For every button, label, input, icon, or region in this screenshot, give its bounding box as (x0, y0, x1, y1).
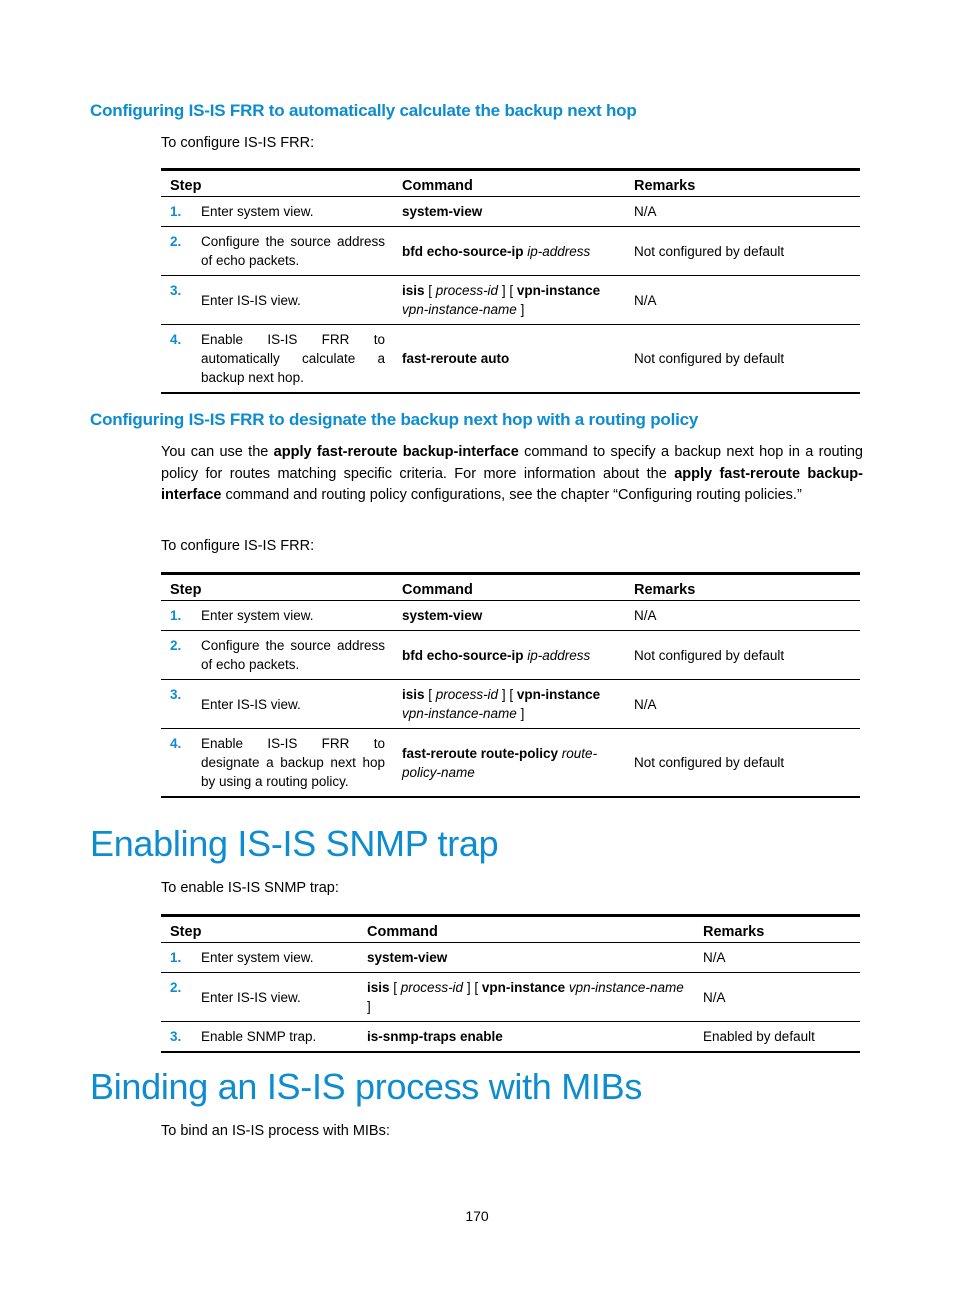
text-run: [ (424, 283, 436, 298)
keyword: vpn-instance (516, 283, 601, 298)
column-header-command: Command (393, 574, 625, 601)
command-cell (393, 197, 625, 227)
column-header-remarks: Remarks (625, 574, 860, 601)
argument: route-policy-name (402, 745, 598, 780)
command-cell (393, 729, 625, 798)
remarks-cell: N/A (625, 680, 860, 729)
command-cell (358, 943, 694, 973)
step-description: Configure the source address of echo packets. (201, 227, 393, 276)
remarks-cell: Not configured by default (625, 631, 860, 680)
argument: ip-address (527, 647, 591, 663)
step-number: 4. (161, 325, 201, 394)
command-cell (358, 973, 694, 1022)
step-description: Enter IS-IS view. (201, 276, 393, 325)
table-row (161, 227, 860, 276)
text-run: You can use the (161, 444, 274, 460)
step-number: 3. (161, 276, 201, 325)
remarks-cell: N/A (634, 204, 657, 219)
config-table-frr-auto (161, 168, 860, 394)
keyword: apply fast-reroute backup-interface (273, 444, 519, 460)
table-row (161, 601, 860, 631)
table-row (161, 276, 860, 325)
table-row (161, 631, 860, 680)
remarks-cell: Not configured by default (625, 227, 860, 276)
step-description: Enter system view. (201, 608, 314, 623)
keyword: isis (402, 687, 425, 702)
text-run: ] (516, 302, 525, 317)
argument: ip-address (527, 243, 591, 259)
keyword: isis (367, 980, 390, 995)
remarks-cell: N/A (625, 276, 860, 325)
step-description: Enter system view. (201, 204, 314, 219)
keyword: apply fast-reroute backup-interface (161, 465, 863, 503)
column-header-command: Command (393, 170, 625, 197)
table-header-row (161, 916, 860, 943)
chapter-title-mib-binding: Binding an IS-IS process with MIBs (90, 1066, 643, 1107)
section-heading-frr-policy: Configuring IS-IS FRR to designate the backup next hop with a routing policy (90, 410, 699, 429)
keyword: fast-reroute auto (402, 351, 510, 366)
command-cell (393, 227, 625, 276)
text-run: ] [ (463, 980, 482, 995)
step-number: 3. (161, 680, 201, 729)
keyword: vpn-instance (481, 980, 566, 995)
step-description: Enable IS-IS FRR to automatically calculate a backup next hop. (201, 325, 393, 394)
table-row (161, 943, 860, 973)
intro-text: To bind an IS-IS process with MIBs: (161, 1123, 390, 1139)
step-number: 2. (161, 631, 201, 680)
step-number: 1. (170, 950, 182, 965)
keyword: vpn-instance (516, 687, 601, 702)
table-header-row (161, 170, 860, 197)
column-header-remarks: Remarks (625, 170, 860, 197)
column-header-step: Step (161, 170, 393, 197)
chapter-title-snmp-trap: Enabling IS-IS SNMP trap (90, 823, 499, 864)
policy-paragraph (161, 442, 863, 507)
remarks-cell: N/A (634, 608, 657, 623)
step-description: Enable SNMP trap. (201, 1022, 358, 1053)
step-description: Configure the source address of echo packets. (201, 631, 393, 680)
text-run: ] (367, 999, 371, 1014)
table-row (161, 973, 860, 1022)
column-header-step: Step (161, 916, 358, 943)
text-run: ] (516, 706, 525, 721)
table-row (161, 197, 860, 227)
table-row (161, 1022, 860, 1053)
config-table-snmp-trap (161, 914, 860, 1053)
argument: process-id (400, 980, 464, 995)
keyword: bfd echo-source-ip (402, 647, 524, 663)
intro-text: To configure IS-IS FRR: (161, 538, 315, 554)
table-row (161, 680, 860, 729)
argument: vpn-instance-name (568, 980, 684, 995)
remarks-cell: N/A (694, 973, 860, 1022)
config-table-frr-policy (161, 572, 860, 798)
text-run: command and routing policy configurations, see the chapter “Configuring routing policies.” (221, 487, 802, 503)
command-cell (393, 601, 625, 631)
remarks-cell: Not configured by default (625, 325, 860, 394)
page-number: 170 (465, 1208, 489, 1224)
argument: process-id (435, 283, 499, 298)
step-description: Enter system view. (201, 950, 314, 965)
intro-text: To enable IS-IS SNMP trap: (161, 880, 339, 896)
command-cell (393, 680, 625, 729)
step-number: 4. (161, 729, 201, 798)
keyword: system-view (367, 950, 448, 965)
keyword: bfd echo-source-ip (402, 243, 524, 259)
step-number: 3. (161, 1022, 201, 1053)
step-description: Enter IS-IS view. (201, 680, 393, 729)
text-run: ] [ (498, 283, 517, 298)
table-row (161, 325, 860, 394)
keyword: isis (402, 283, 425, 298)
remarks-cell: Not configured by default (625, 729, 860, 798)
step-description: Enable IS-IS FRR to designate a backup next hop by using a routing policy. (201, 729, 393, 798)
keyword: system-view (402, 204, 483, 219)
column-header-step: Step (161, 574, 393, 601)
text-run: ] [ (498, 687, 517, 702)
text-run: command to specify a backup next hop in a routing policy for routes matching specific criteria. For more information about the (161, 444, 863, 482)
command-cell (358, 1022, 694, 1053)
argument: vpn-instance-name (402, 706, 517, 721)
keyword: is-snmp-traps enable (367, 1029, 503, 1044)
command-cell (393, 325, 625, 394)
remarks-cell: Enabled by default (694, 1022, 860, 1053)
keyword: fast-reroute route-policy (402, 745, 559, 761)
step-number: 1. (170, 204, 182, 219)
table-header-row (161, 574, 860, 601)
text-run: [ (424, 687, 436, 702)
column-header-command: Command (358, 916, 694, 943)
step-number: 2. (161, 227, 201, 276)
command-cell (393, 631, 625, 680)
step-number: 2. (161, 973, 201, 1022)
argument: vpn-instance-name (402, 302, 517, 317)
column-header-remarks: Remarks (694, 916, 860, 943)
argument: process-id (435, 687, 499, 702)
intro-text: To configure IS-IS FRR: (161, 135, 315, 151)
remarks-cell: N/A (703, 950, 726, 965)
keyword: system-view (402, 608, 483, 623)
text-run: [ (389, 980, 401, 995)
table-row (161, 729, 860, 798)
step-number: 1. (170, 608, 182, 623)
section-heading-frr-auto: Configuring IS-IS FRR to automatically calculate the backup next hop (90, 101, 637, 120)
command-cell (393, 276, 625, 325)
step-description: Enter IS-IS view. (201, 973, 358, 1022)
